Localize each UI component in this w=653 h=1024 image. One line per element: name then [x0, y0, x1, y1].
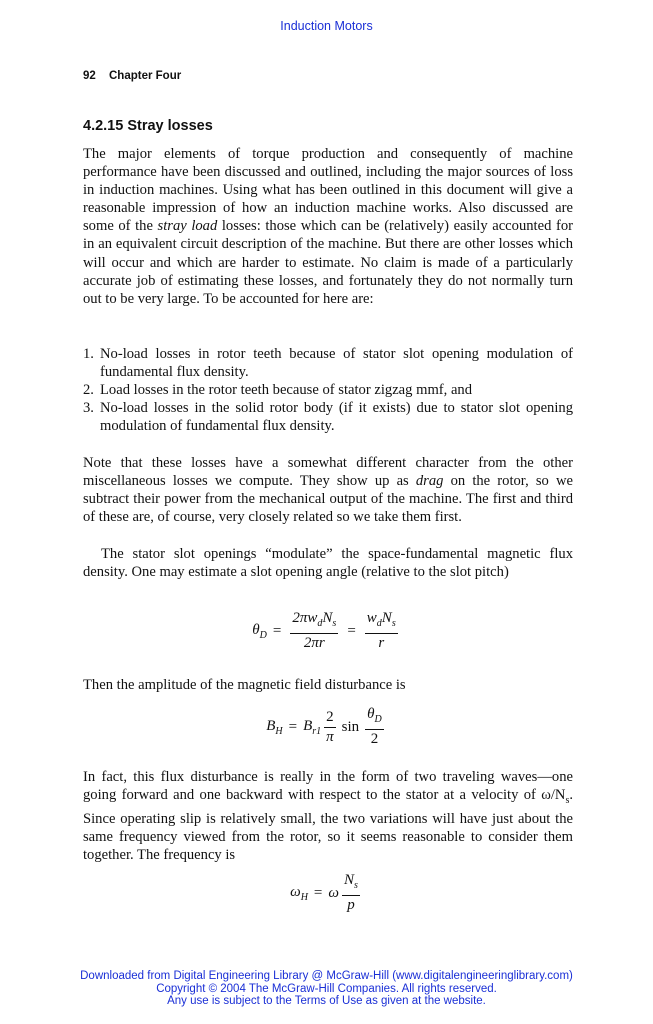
- emphasis-text: drag: [415, 473, 444, 490]
- eq-lhs: $\theta_D$: [252, 621, 267, 641]
- paragraph-text: Note that these losses have a somewhat different character from the other miscellaneous losses we compute. They show up as: [83, 455, 573, 490]
- eq-lhs: $B_H$: [266, 717, 283, 737]
- loss-list: [83, 345, 573, 435]
- eq-lhs: $\omega_H$: [290, 883, 308, 903]
- list-item: [83, 381, 573, 399]
- paragraph-amplitude: Then the amplitude of the magnetic field disturbance is: [83, 677, 406, 693]
- paragraph-text: on the rotor, so we subtract their power from the mechanical output of the machine. The first and third of these are, of course, very closely related so we take them first.: [83, 473, 574, 526]
- running-banner: Induction Motors: [280, 19, 373, 33]
- chapter-header: [83, 70, 181, 82]
- paragraph-drag: [83, 454, 573, 526]
- emphasis-text: stray load: [157, 218, 218, 235]
- list-number: 1.: [83, 346, 94, 362]
- copyright-footer: [0, 970, 653, 1008]
- paragraph-intro: [83, 145, 573, 308]
- chapter-title: Chapter Four: [109, 70, 182, 82]
- equals-sign: =: [272, 622, 282, 639]
- fraction: $\frac{2\pi w_dN_s}{2\pi r}$: [292, 610, 337, 651]
- fraction: $\frac{2}{\pi}$: [326, 708, 334, 745]
- list-text: No-load losses in the solid rotor body (if it exists) due to stator slot opening modulation of fundamental flux density.: [100, 400, 573, 435]
- paragraph-text: . Since operating slip is relatively small, the two variations will have just about the same frequency viewed from the rotor, so it seems reasonable to consider them together. The frequency is: [83, 787, 573, 864]
- footer-terms[interactable]: Any use is subject to the Terms of Use as given at the website.: [167, 995, 486, 1007]
- sin-function: sin: [341, 718, 360, 735]
- list-number: 3.: [83, 400, 94, 417]
- equals-sign: =: [347, 622, 356, 639]
- paragraph-text: In fact, this flux disturbance is really in the form of two traveling waves—one going forward and one backward with respect to the stator at a velocity of ω/N: [83, 769, 573, 804]
- subscript: s: [565, 795, 570, 806]
- paragraph-traveling-waves: [83, 768, 573, 864]
- equation-slot-angle: [0, 610, 653, 652]
- equation-frequency: [0, 872, 653, 914]
- list-text: No-load losses in rotor teeth because of stator slot opening modulation of fundamental flux density.: [100, 346, 573, 381]
- page-number: 92: [83, 70, 96, 82]
- fraction: $\frac{\theta_D}{2}$: [367, 706, 382, 747]
- list-number: 2.: [83, 382, 94, 399]
- footer-copyright: Copyright © 2004 The McGraw-Hill Companies. All rights reserved.: [156, 982, 497, 995]
- list-item: [83, 345, 573, 381]
- paragraph-text: The major elements of torque production and consequently of machine performance have been discussed and outlined, including the major sources of loss in induction machines. Using what has been outlined in this document will give a reasonable impression of how an induction machine works. Also discussed are some of the: [83, 146, 573, 235]
- equation-field-disturbance: [0, 706, 653, 748]
- paragraph-text: losses: those which can be (relatively) easily accounted for in an equivalent circuit description of the machine. But there are other losses which will occur and which are harder to estimate. No claim is made of a particularly accurate job of estimating these losses, and fortunately they do not normally turn out to be very large. To be accounted for here are:: [83, 218, 573, 307]
- footer-download-link[interactable]: Downloaded from Digital Engineering Library @ McGraw-Hill (www.digitalengineeringlibrary.com): [80, 970, 573, 982]
- equals-sign: =: [313, 884, 323, 901]
- list-text: Load losses in the rotor teeth because of stator zigzag mmf, and: [100, 382, 473, 399]
- eq-rhs: $B_{r1}$: [303, 717, 322, 737]
- fraction: $\frac{N_s}{p}$: [343, 872, 358, 913]
- paragraph-modulate: The stator slot openings “modulate” the space-fundamental magnetic flux density. One may estimate a slot opening angle (relative to the slot pitch): [83, 546, 573, 581]
- section-title: 4.2.15 Stray losses: [83, 118, 213, 134]
- list-item: [83, 399, 573, 435]
- eq-rhs: ω: [328, 884, 339, 901]
- fraction: $\frac{w_dN_s}{r}$: [366, 610, 396, 651]
- equals-sign: =: [288, 718, 298, 735]
